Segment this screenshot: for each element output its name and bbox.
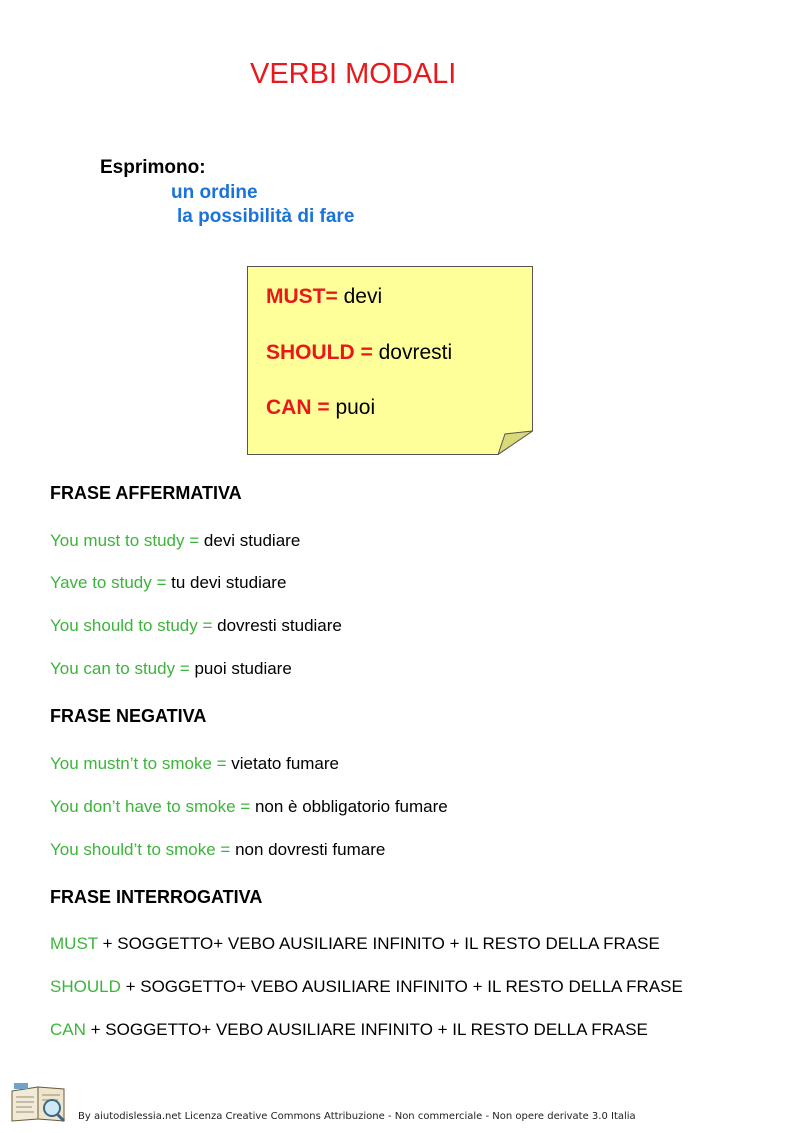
italian-translation: devi studiare <box>203 531 301 550</box>
modal-verb: CAN <box>50 1020 86 1039</box>
note-key: MUST= <box>266 285 338 308</box>
negativa-row <box>50 840 385 860</box>
note-line-can <box>266 396 375 420</box>
english-phrase: You don’t have to smoke = <box>50 797 255 816</box>
english-phrase: You mustn’t to smoke = <box>50 754 232 773</box>
book-magnifier-icon <box>10 1083 68 1123</box>
italian-translation: vietato fumare <box>231 754 340 773</box>
italian-translation: dovresti studiare <box>217 616 342 635</box>
english-phrase: You should’t to smoke = <box>50 840 236 859</box>
structure-text: + SOGGETTO+ VEBO AUSILIARE INFINITO + IL RESTO DELLA FRASE <box>120 977 683 996</box>
structure-text: + SOGGETTO+ VEBO AUSILIARE INFINITO + IL RESTO DELLA FRASE <box>97 934 660 953</box>
note-key: CAN = <box>266 396 330 419</box>
negativa-row <box>50 754 339 774</box>
interrogativa-row <box>50 977 683 997</box>
italian-translation: tu devi studiare <box>171 573 287 592</box>
note-line-must <box>266 285 382 309</box>
sticky-note <box>247 266 533 455</box>
heading-negativa: FRASE NEGATIVA <box>50 706 207 726</box>
english-phrase: Yave to study = <box>50 573 172 592</box>
modal-verb: SHOULD <box>50 977 121 996</box>
affermativa-row <box>50 659 292 679</box>
footer-license: By aiutodislessia.net Licenza Creative Commons Attribuzione - Non commerciale - Non opere derivate 3.0 Italia <box>78 1111 636 1122</box>
intro-label: Esprimono: <box>100 157 206 178</box>
page-title: VERBI MODALI <box>250 58 457 90</box>
affermativa-row <box>50 616 342 636</box>
intro-item-possibilita: la possibilità di fare <box>177 206 355 227</box>
affermativa-row <box>50 531 300 551</box>
note-key: SHOULD = <box>266 341 373 364</box>
note-value: dovresti <box>372 341 453 364</box>
heading-affermativa: FRASE AFFERMATIVA <box>50 483 242 503</box>
note-line-should <box>266 341 452 365</box>
english-phrase: You can to study = <box>50 659 195 678</box>
note-value: devi <box>337 285 383 308</box>
negativa-row <box>50 797 448 817</box>
interrogativa-row <box>50 1020 648 1040</box>
italian-translation: puoi studiare <box>194 659 292 678</box>
note-value: puoi <box>329 396 376 419</box>
affermativa-row <box>50 573 286 593</box>
modal-verb: MUST <box>50 934 98 953</box>
english-phrase: You must to study = <box>50 531 204 550</box>
intro-item-ordine: un ordine <box>171 182 258 203</box>
structure-text: + SOGGETTO+ VEBO AUSILIARE INFINITO + IL RESTO DELLA FRASE <box>85 1020 648 1039</box>
english-phrase: You should to study = <box>50 616 218 635</box>
italian-translation: non è obbligatorio fumare <box>254 797 448 816</box>
italian-translation: non dovresti fumare <box>235 840 386 859</box>
interrogativa-row <box>50 934 660 954</box>
heading-interrogativa: FRASE INTERROGATIVA <box>50 887 263 907</box>
